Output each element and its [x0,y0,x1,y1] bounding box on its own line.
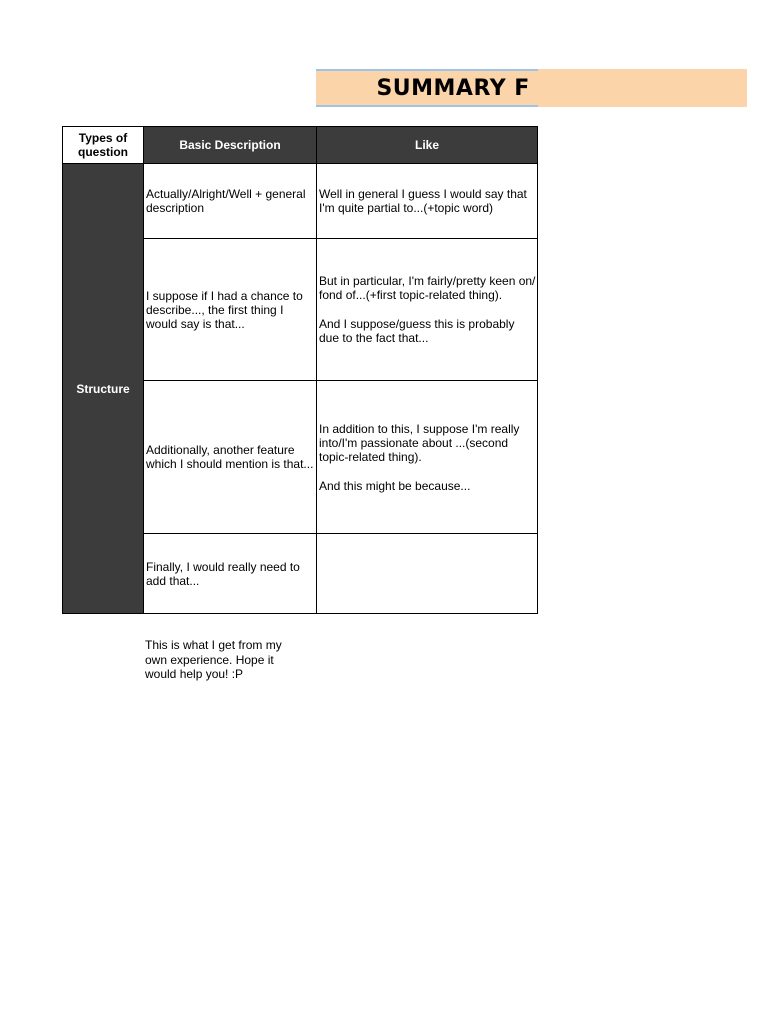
title-banner-extension [538,69,747,107]
table-row [63,164,538,239]
cell-text: In addition to this, I suppose I'm really into/I'm passionate about ...(second topic-related thing). [319,421,520,464]
title-border-bottom [316,105,538,107]
basic-description-cell [144,239,317,381]
header-basic-description: Basic Description [144,127,317,164]
cell-text: And I suppose/guess this is probably due to the fact that... [319,317,515,345]
header-types-of-question: Types of question [63,127,144,164]
cell-text: Actually/Alright/Well + general description [146,187,306,215]
basic-description-cell [144,164,317,239]
cell-text: Well in general I guess I would say that I'm quite partial to...(+topic word) [319,187,527,215]
cell-text: I suppose if I had a chance to describe..., the first thing I would say is that... [146,288,303,331]
cell-text: And this might be because... [319,478,471,493]
header-row [63,127,538,164]
structure-row-label: Structure [63,164,144,614]
basic-description-cell [144,381,317,534]
like-cell [317,381,538,534]
basic-description-cell [144,534,317,614]
header-like: Like [317,127,538,164]
cell-text: Finally, I would really need to add that... [146,559,300,588]
author-note: This is what I get from my own experience. Hope it would help you! :P [145,638,282,681]
summary-table [62,126,538,614]
cell-text: But in particular, I'm fairly/pretty keen on/ fond of...(+first topic-related thing). [319,274,536,302]
page-title: SUMMARY F [376,76,530,101]
title-banner [316,69,747,107]
cell-text: Additionally, another feature which I should mention is that... [146,443,314,471]
like-cell-empty [317,534,538,614]
like-cell [317,239,538,381]
like-cell [317,164,538,239]
